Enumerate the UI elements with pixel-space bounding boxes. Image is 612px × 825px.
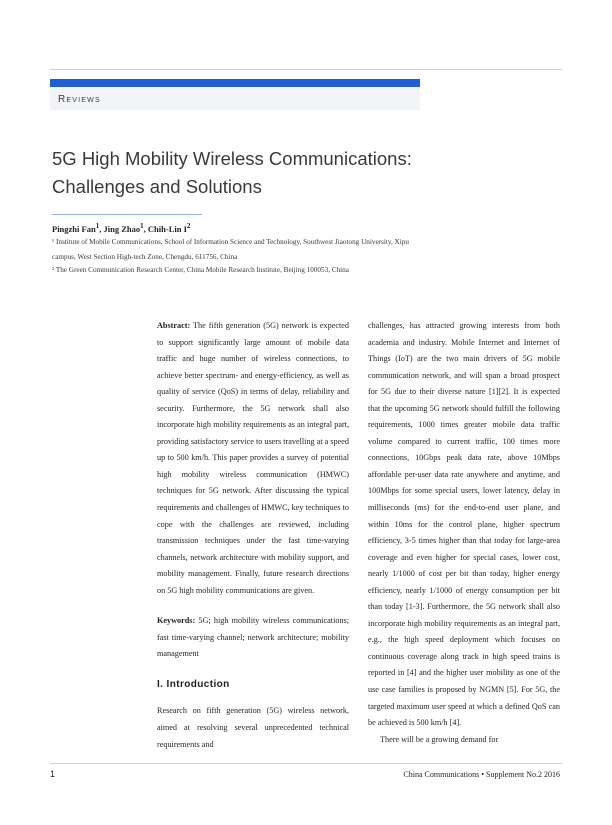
section-label: Reviews [58,94,101,105]
header-blue-bar [50,79,420,87]
header-top-rule [50,69,562,70]
footer-rule [50,763,562,764]
affiliation-line: ¹ Institute of Mobile Communications, School of Information Science and Technology, Southwest Jiaotong University, Xipu [52,238,409,246]
keywords-text: 5G; high mobility wireless communications; fast time-varying channel; network architecture; mobility management [157,616,350,659]
abstract [157,318,349,599]
intro-paragraph-next: There will be a growing demand for [380,734,499,744]
keywords-label: Keywords: [157,616,196,626]
paper-title [52,145,552,201]
journal-name: China Communications • Supplement No.2 2016 [403,770,560,779]
keywords [157,613,349,663]
author-sup: 1 [140,222,144,230]
author-name: Pingzhi Fan [52,223,96,234]
intro-paragraph-continued: challenges, has attracted growing interests from both academia and industry. Mobile Internet and Internet of Things (IoT) are the two main drivers of 5G mobile communication network, and will span a broad prospect for 5G due to their diverse nature [1][2]. It is expected that the upcoming 5G network should fulfill the following requirements, 1000 times greater mobile data traffic volume compared to current traffic, 100 times more connections, 10Gbps peak data rate, above 10Mbps affordable per-user data rate anywhere and anytime, and 100Mbps for some special users, lower latency, delay in milliseconds (ms) for the end-to-end user plane, and within 10ms for the control plane, higher spectrum efficiency, 3-5 times higher than that today for large-area coverage and even higher for special cases, lower cost, nearly 1/1000 of cost per bit than today, higher energy efficiency, nearly 1/1000 of energy consumption per bit than today [1-3]. Furthermore, the 5G network shall also incorporate high mobility requirements as an integral part, e.g., the high speed deployment which focuses on continuous coverage along track in high speed trains is reported in [4] and the higher user mobility as one of the use case families is proposed by NGMN [5]. For 5G, the targeted maximum user speed at which a defined QoS can be achieved is 500 km/h [4]. [368,321,560,728]
author-list: Pingzhi Fan$^1$, Jing Zhao$^1$, Chih-Lin $I^2$ [52,222,191,234]
author-name: Jing Zhao [103,223,141,234]
intro-paragraph: Research on fifth generation (5G) wireless network, aimed at resolving several unprecedented technical requirements and [157,706,349,749]
section-label-box [50,87,420,110]
right-column [368,318,560,748]
section-heading-introduction: I. Introduction [157,678,230,690]
affiliation-line: campus, West Section High-tech Zone, Chengdu, 611756, China [52,253,238,261]
title-line-2: Challenges and Solutions [52,176,262,197]
author-sup: 1 [95,222,100,230]
author-sup: 2 [186,222,191,230]
affiliation-line: ² The Green Communication Research Center, China Mobile Research Institute, Beijing 100053, China [52,266,349,274]
left-column [157,318,349,753]
abstract-text: The fifth generation (5G) network is expected to support significantly large amount of mobile data traffic and huge number of wireless connections, to achieve better spectrum- and energy-efficiency, as well as quality of service (QoS) in terms of delay, reliability and security. Furthermore, the 5G network shall also incorporate high mobility requirements as an integral part, providing satisfactory service to users travelling at a speed up to 500 km/h. This paper provides a survey of potential high mobility wireless communication (HMWC) techniques for 5G network. After discussing the typical requirements and challenges of HMWC, key techniques to cope with the challenges are reviewed, including transmission techniques under the fast time-varying channels, network architecture with mobility support, and mobility management. Finally, future research directions on 5G high mobility communications are given. [157,321,349,595]
author-rule [52,214,202,215]
title-line-1: 5G High Mobility Wireless Communications: [52,148,412,169]
abstract-label: Abstract: [157,321,191,330]
page-number: 1 [50,769,56,779]
author-name: Chih-Lin I [147,223,187,234]
